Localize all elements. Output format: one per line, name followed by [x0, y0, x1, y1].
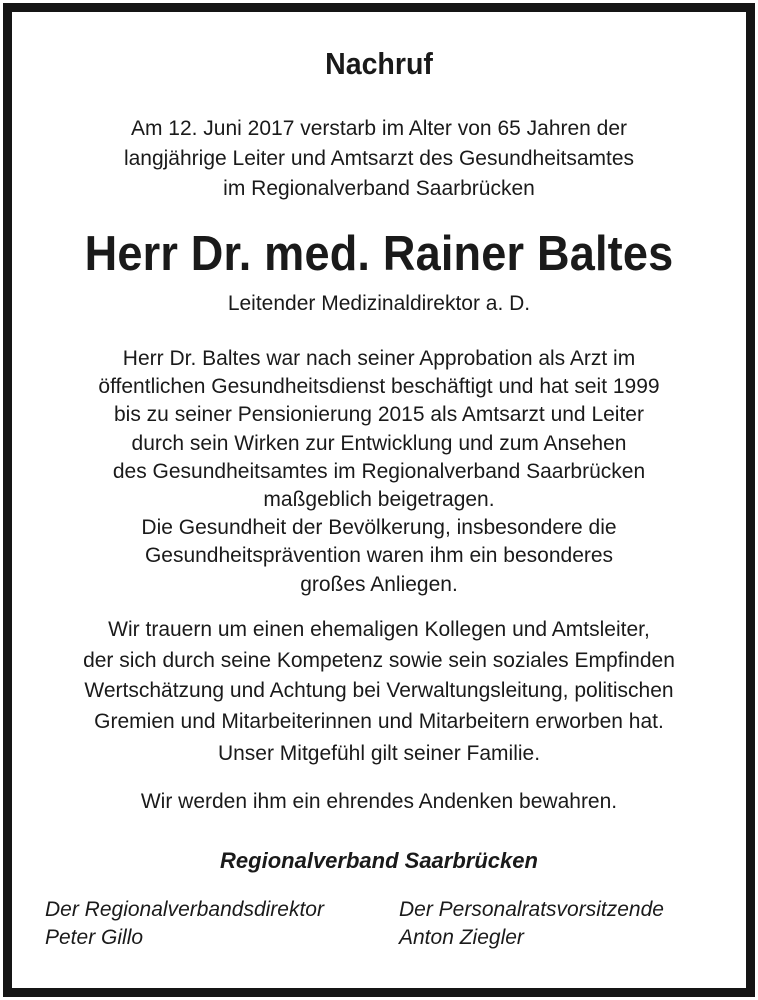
bio-line: bis zu seiner Pensionierung 2015 als Amtsarzt und Leiter	[114, 403, 644, 427]
signatory-right	[399, 896, 664, 952]
intro-paragraph	[0, 114, 758, 204]
bio-line: großes Anliegen.	[300, 572, 458, 596]
mourning-line: Gremien und Mitarbeiterinnen und Mitarbeitern erworben hat.	[94, 709, 664, 733]
signatory-role: Der Regionalverbandsdirektor	[45, 898, 324, 921]
bio-line: Gesundheitsprävention waren ihm ein besonderes	[144, 544, 614, 568]
bio-line: Herr Dr. Baltes war nach seiner Approbation als Arzt im	[122, 347, 636, 370]
page-title: Nachruf	[325, 46, 433, 81]
memory-line: Wir werden ihm ein ehrendes Andenken bewahren.	[140, 790, 618, 813]
deceased-name: Herr Dr. med. Rainer Baltes	[84, 227, 674, 281]
mourning-line: der sich durch seine Kompetenz sowie sein soziales Empfinden	[83, 648, 675, 672]
signatory-left	[45, 896, 324, 952]
bio-line: des Gesundheitsamtes im Regionalverband Saarbrücken	[112, 459, 646, 483]
sympathy-line: Unser Mitgefühl gilt seiner Familie.	[217, 742, 541, 765]
signatory-person: Peter Gillo	[45, 926, 144, 949]
mourning-line: Wertschätzung und Achtung bei Verwaltungsleitung, politischen	[84, 679, 674, 702]
intro-line: langjährige Leiter und Amtsarzt des Gesundheitsamtes	[123, 147, 635, 170]
bio-line: öffentlichen Gesundheitsdienst beschäftigt und hat seit 1999	[98, 375, 660, 399]
intro-line: im Regionalverband Saarbrücken	[223, 177, 535, 200]
mourning-paragraph	[0, 615, 758, 737]
bio-line: maßgeblich beigetragen.	[263, 488, 495, 512]
signatory-role: Der Personalratsvorsitzende	[399, 898, 664, 921]
biography-paragraph	[0, 345, 758, 599]
signatory-person: Anton Ziegler	[399, 926, 524, 949]
organization-name: Regionalverband Saarbrücken	[220, 848, 538, 873]
deceased-title: Leitender Medizinaldirektor a. D.	[227, 292, 531, 315]
mourning-line: Wir trauern um einen ehemaligen Kollegen und Amtsleiter,	[108, 618, 650, 641]
bio-line: Die Gesundheit der Bevölkerung, insbesondere die	[141, 516, 617, 540]
intro-line: Am 12. Juni 2017 verstarb im Alter von 65 Jahren der	[130, 117, 628, 140]
bio-line: durch sein Wirken zur Entwicklung und zum Ansehen	[131, 431, 627, 455]
